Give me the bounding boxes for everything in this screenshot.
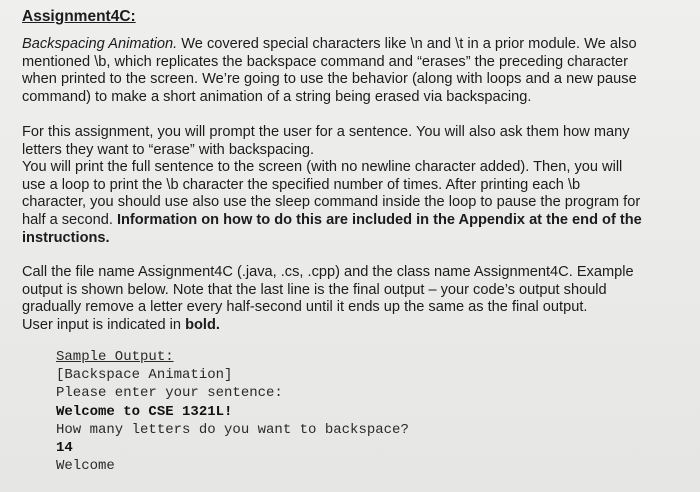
instr-line-6 [22,212,642,230]
instr-line-2: letters they want to “erase” with backspacing. [22,141,315,158]
paragraph-filename [22,264,634,334]
file-line-2: output is shown below. Note that the last line is the final output – your code’s output should [22,281,607,298]
file-line-4-plain: User input is indicated in [22,316,181,333]
instr-line-1: For this assignment, you will prompt the user for a sentence. You will also ask them how many [22,124,630,140]
sample-line-header: [Backspace Animation] [56,367,233,384]
sample-line-prompt: Please enter your sentence: [56,385,283,402]
instr-line-3: You will print the full sentence to the screen (with no newline character added). Then, you will [22,159,623,176]
intro-italic-lead: Backspacing Animation. [22,36,178,52]
paragraph-instructions [22,124,642,247]
file-line-1: Call the file name Assignment4C (.java, .cs, .cpp) and the class name Assignment4C. Example [22,264,634,280]
intro-line-1 [22,36,637,54]
instr-line-6-plain: half a second. [22,211,113,228]
instr-line-7 [22,230,642,248]
sample-line-prompt-count: How many letters do you want to backspace? [56,421,409,438]
sample-output-block [56,348,409,475]
intro-line-3: when printed to the screen. We’re going to use the behavior (along with loops and a new pause [22,71,637,88]
sample-line-user-sentence: Welcome to CSE 1321L! [56,403,233,420]
paragraph-intro [22,36,637,106]
assignment-title: Assignment4C: [22,8,136,25]
file-line-3: gradually remove a letter every half-second until it ends up the same as the final output. [22,299,588,316]
sample-output-heading: Sample Output: [56,349,174,365]
instr-line-4: use a loop to print the \b character the specified number of times. After printing each \b [22,176,581,193]
intro-line-1-rest: We covered special characters like \n and \t in a prior module. We also [177,36,637,52]
sample-line-final: Welcome [56,458,115,475]
instr-line-5: character, you should use also use the sleep command inside the loop to pause the program for [22,194,641,211]
sample-line-user-count: 14 [56,440,73,457]
file-bold-word: bold. [185,316,220,333]
intro-line-4: command) to make a short animation of a string being erased via backspacing. [22,88,532,105]
file-line-4 [22,317,634,335]
instr-bold-appendix: Information on how to do this are included in the Appendix at the end of the [116,211,642,228]
instr-bold-end: instructions. [22,229,110,246]
intro-line-2: mentioned \b, which replicates the backspace command and “erases” the preceding character [22,53,628,70]
